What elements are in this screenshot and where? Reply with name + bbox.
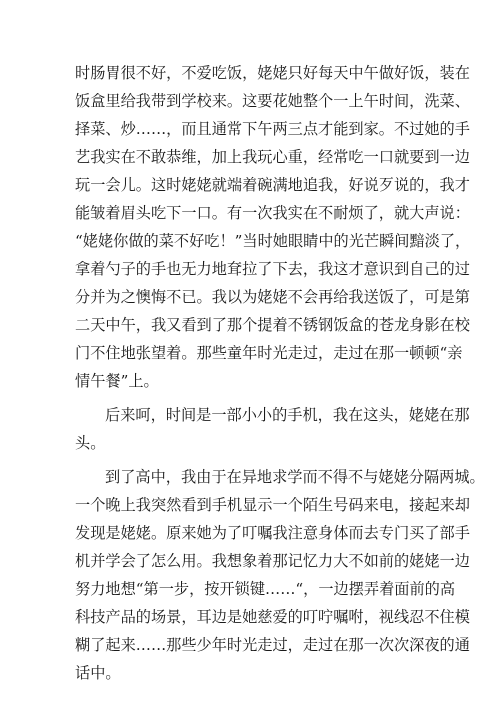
text-line: 玩一会儿。这时姥姥就端着碗满地追我，好说歹说的，我才 [75,176,470,194]
text-line: 能皱着眉头吃下一口。有一次我实在不耐烦了，就大声说： [75,204,470,222]
text-line: 门不住地张望着。那些童年时光走过，走过在那一顿顿“亲 [75,344,463,362]
text-line: 二天中午，我又看到了那个提着不锈钢饭盒的苍龙身影在校 [75,316,470,334]
text-line: 一个晚上我突然看到手机显示一个陌生号码来电，接起来却 [75,496,470,514]
text-line: 择菜、炒……，而且通常下午两三点才能到家。不过她的手 [75,120,470,138]
text-line: 情午餐”上。 [75,372,159,390]
text-line: “姥姥你做的菜不好吃！”当时她眼睛中的光芒瞬间黯淡了， [75,232,471,250]
text-line: 科技产品的场景，耳边是她慈爱的叮咛嘱咐，视线忍不住模 [75,608,470,626]
text-line: 努力地想“第一步，按开锁键……“，一边摆弄着面前的高 [75,580,456,598]
text-line: 话中。 [75,664,121,682]
text-line: 后来呵，时间是一部小小的手机，我在这头，姥姥在那 [105,406,470,424]
text-line: 艺我实在不敢恭维，加上我玩心重，经常吃一口就要到一边 [75,148,470,166]
text-line: 发现是姥姥。原来她为了叮嘱我注意身体而去专门买了部手 [75,524,470,542]
text-line: 拿着勺子的手也无力地耷拉了下去，我这才意识到自己的过 [75,260,470,278]
text-line: 机并学会了怎么用。我想象着那记忆力大不如前的姥姥一边 [75,552,470,570]
text-line: 分并为之懊悔不已。我以为姥姥不会再给我送饭了，可是第 [75,288,470,306]
text-line: 到了高中，我由于在异地求学而不得不与姥姥分隔两城。 [105,468,485,486]
text-line: 饭盒里给我带到学校来。这要花她整个一上午时间，洗菜、 [75,92,470,110]
text-line: 糊了起来……那些少年时光走过，走过在那一次次深夜的通 [75,636,470,654]
text-line: 头。 [75,434,106,452]
text-line: 时肠胃很不好，不爱吃饭，姥姥只好每天中午做好饭，装在 [75,64,470,82]
